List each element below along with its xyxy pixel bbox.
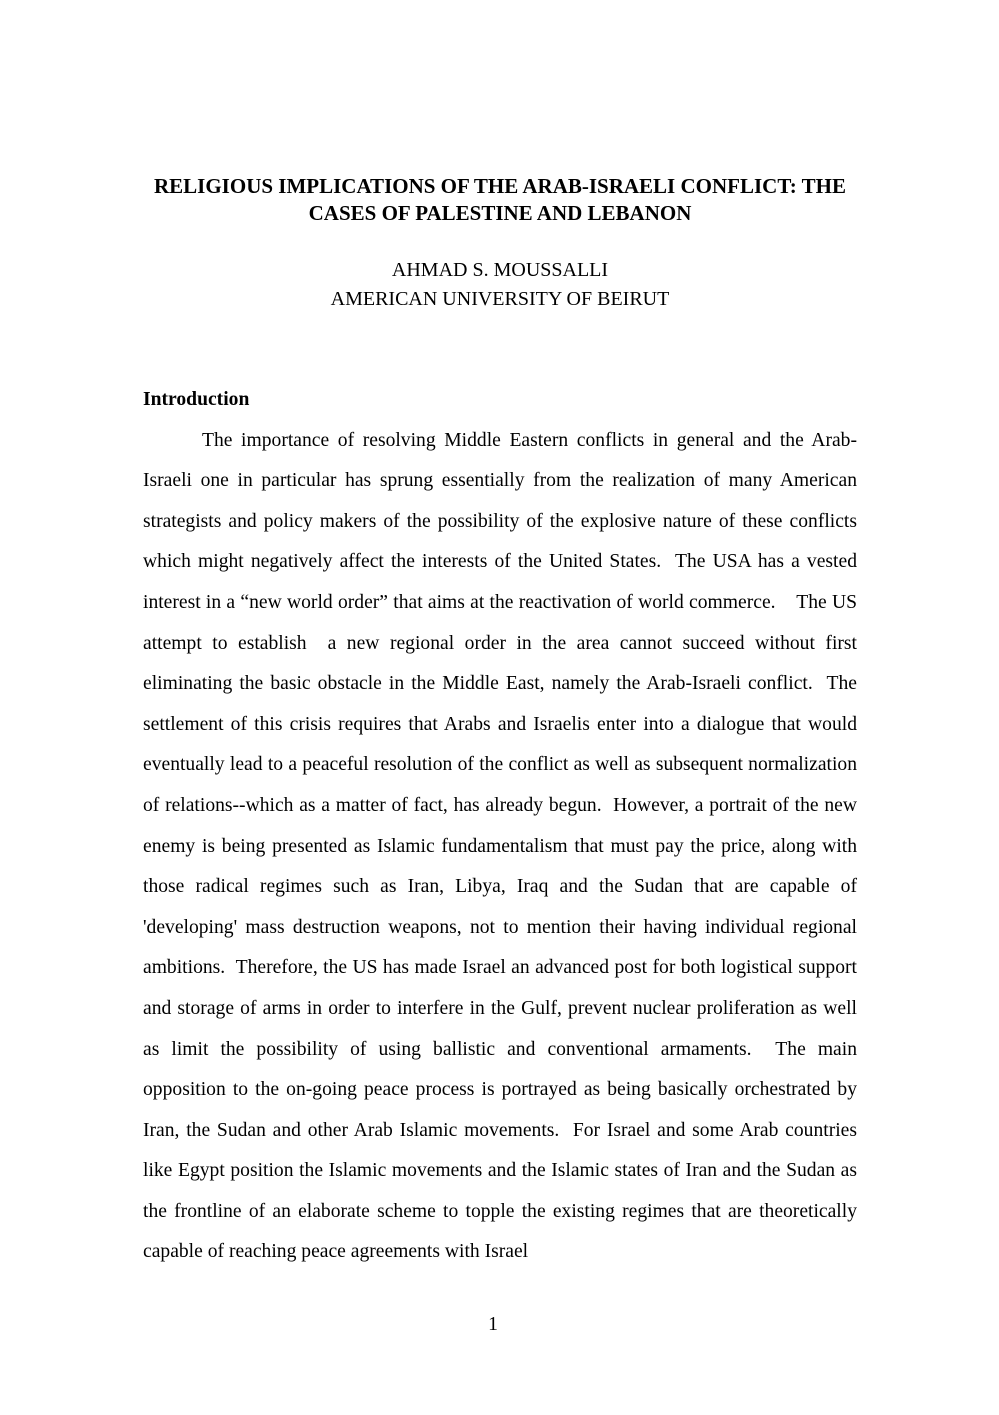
paper-body <box>143 380 862 1273</box>
author-affiliation: AMERICAN UNIVERSITY OF BEIRUT <box>330 288 670 310</box>
paper-title <box>143 173 857 227</box>
paper-title-line-1: RELIGIOUS IMPLICATIONS OF THE ARAB-ISRAELI CONFLICT: THE <box>154 174 846 198</box>
introduction-paragraph: The importance of resolving Middle Eastern conflicts in general and the Arab-Israeli one in particular has sprung essentially from the realization of many American strategists and policy makers of the possibility of the explosive nature of these conflicts which might negatively affect the interests of the United States. The USA has a vested interest in a “new world order” that aims at the reactivation of world commerce. The US attempt to establish a new regional order in the area cannot succeed without first eliminating the basic obstacle in the Middle East, namely the Arab-Israeli conflict. The settlement of this crisis requires that Arabs and Israelis enter into a dialogue that would eventually lead to a peaceful resolution of the conflict as well as subsequent normalization of relations--which as a matter of fact, has already begun. However, a portrait of the new enemy is being presented as Islamic fundamentalism that must pay the price, along with those radical regimes such as Iran, Libya, Iraq and the Sudan that are capable of 'developing' mass destruction weapons, not to mention their having individual regional ambitions. Therefore, the US has made Israel an advanced post for both logistical support and storage of arms in order to interfere in the Gulf, prevent nuclear proliferation as well as limit the possibility of using ballistic and conventional armaments. The main opposition to the on-going peace process is portrayed as being basically orchestrated by Iran, the Sudan and other Arab Islamic movements. For Israel and some Arab countries like Egypt position the Islamic movements and the Islamic states of Iran and the Sudan as the frontline of an elaborate scheme to topple the existing regimes that are theoretically capable of reaching peace agreements with Israel <box>143 429 862 1263</box>
author-name: AHMAD S. MOUSSALLI <box>391 259 609 281</box>
author-block <box>143 256 857 314</box>
section-heading-introduction: Introduction <box>143 389 250 410</box>
paper-title-line-2: CASES OF PALESTINE AND LEBANON <box>308 201 692 225</box>
page-number: 1 <box>488 1314 498 1335</box>
